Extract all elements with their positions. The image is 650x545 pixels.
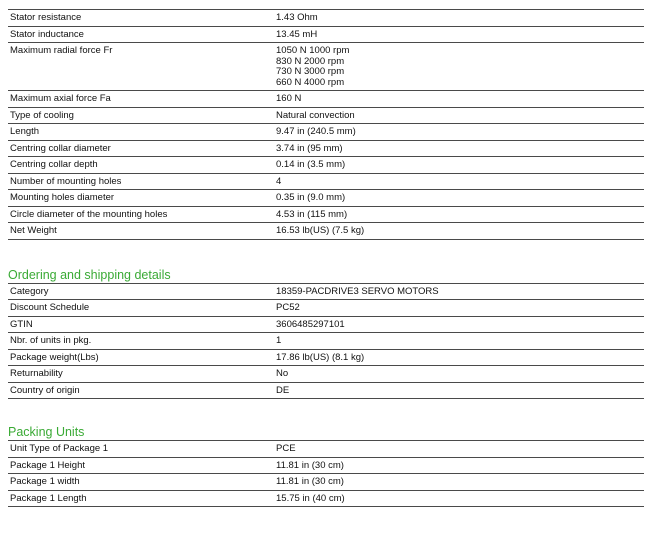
row-value: 1050 N 1000 rpm 830 N 2000 rpm 730 N 3000 rpm 660 N 4000 rpm <box>273 43 644 91</box>
row-value: 11.81 in (30 cm) <box>273 457 644 474</box>
packing-section-title: Packing Units <box>8 425 85 439</box>
table-row <box>8 91 644 108</box>
table-row <box>8 107 644 124</box>
table-row <box>8 300 644 317</box>
row-label: Returnability <box>8 366 273 383</box>
row-label: Maximum radial force Fr <box>8 43 273 91</box>
row-label: Net Weight <box>8 223 273 240</box>
row-value: 4 <box>273 173 644 190</box>
row-value: 1 <box>273 333 644 350</box>
row-label: Package 1 Height <box>8 457 273 474</box>
table-row <box>8 457 644 474</box>
table-row <box>8 366 644 383</box>
row-label: GTIN <box>8 316 273 333</box>
row-value: PC52 <box>273 300 644 317</box>
row-label: Package 1 width <box>8 474 273 491</box>
row-label: Category <box>8 283 273 300</box>
row-value: PCE <box>273 441 644 458</box>
table-row <box>8 382 644 399</box>
row-value: 3606485297101 <box>273 316 644 333</box>
row-label: Nbr. of units in pkg. <box>8 333 273 350</box>
table-row <box>8 316 644 333</box>
table-row <box>8 157 644 174</box>
row-value: 3.74 in (95 mm) <box>273 140 644 157</box>
packing-table <box>8 440 644 507</box>
table-row <box>8 124 644 141</box>
row-label: Circle diameter of the mounting holes <box>8 206 273 223</box>
table-row <box>8 474 644 491</box>
row-label: Centring collar diameter <box>8 140 273 157</box>
row-value: No <box>273 366 644 383</box>
row-value: DE <box>273 382 644 399</box>
table-row <box>8 490 644 507</box>
row-label: Centring collar depth <box>8 157 273 174</box>
row-value: 18359-PACDRIVE3 SERVO MOTORS <box>273 283 644 300</box>
row-value: 16.53 lb(US) (7.5 kg) <box>273 223 644 240</box>
table-row <box>8 43 644 91</box>
row-value: 160 N <box>273 91 644 108</box>
table-row <box>8 223 644 240</box>
row-label: Package 1 Length <box>8 490 273 507</box>
row-label: Maximum axial force Fa <box>8 91 273 108</box>
table-row <box>8 349 644 366</box>
row-label: Length <box>8 124 273 141</box>
row-value: 15.75 in (40 cm) <box>273 490 644 507</box>
table-row <box>8 26 644 43</box>
row-label: Number of mounting holes <box>8 173 273 190</box>
datasheet-page <box>8 0 644 507</box>
row-label: Type of cooling <box>8 107 273 124</box>
row-value: 1.43 Ohm <box>273 10 644 27</box>
row-value: 17.86 lb(US) (8.1 kg) <box>273 349 644 366</box>
table-row <box>8 333 644 350</box>
row-label: Stator inductance <box>8 26 273 43</box>
table-row <box>8 10 644 27</box>
row-label: Mounting holes diameter <box>8 190 273 207</box>
row-value: 4.53 in (115 mm) <box>273 206 644 223</box>
row-value: 9.47 in (240.5 mm) <box>273 124 644 141</box>
characteristics-table <box>8 9 644 240</box>
row-label: Country of origin <box>8 382 273 399</box>
table-row <box>8 190 644 207</box>
row-value: Natural convection <box>273 107 644 124</box>
table-row <box>8 206 644 223</box>
row-label: Stator resistance <box>8 10 273 27</box>
row-value: 0.14 in (3.5 mm) <box>273 157 644 174</box>
row-value: 0.35 in (9.0 mm) <box>273 190 644 207</box>
row-label: Unit Type of Package 1 <box>8 441 273 458</box>
row-label: Package weight(Lbs) <box>8 349 273 366</box>
table-row <box>8 140 644 157</box>
row-value: 13.45 mH <box>273 26 644 43</box>
row-value: 11.81 in (30 cm) <box>273 474 644 491</box>
ordering-table <box>8 283 644 400</box>
row-label: Discount Schedule <box>8 300 273 317</box>
table-row <box>8 283 644 300</box>
table-row <box>8 173 644 190</box>
ordering-section-title: Ordering and shipping details <box>8 267 171 282</box>
table-row <box>8 441 644 458</box>
